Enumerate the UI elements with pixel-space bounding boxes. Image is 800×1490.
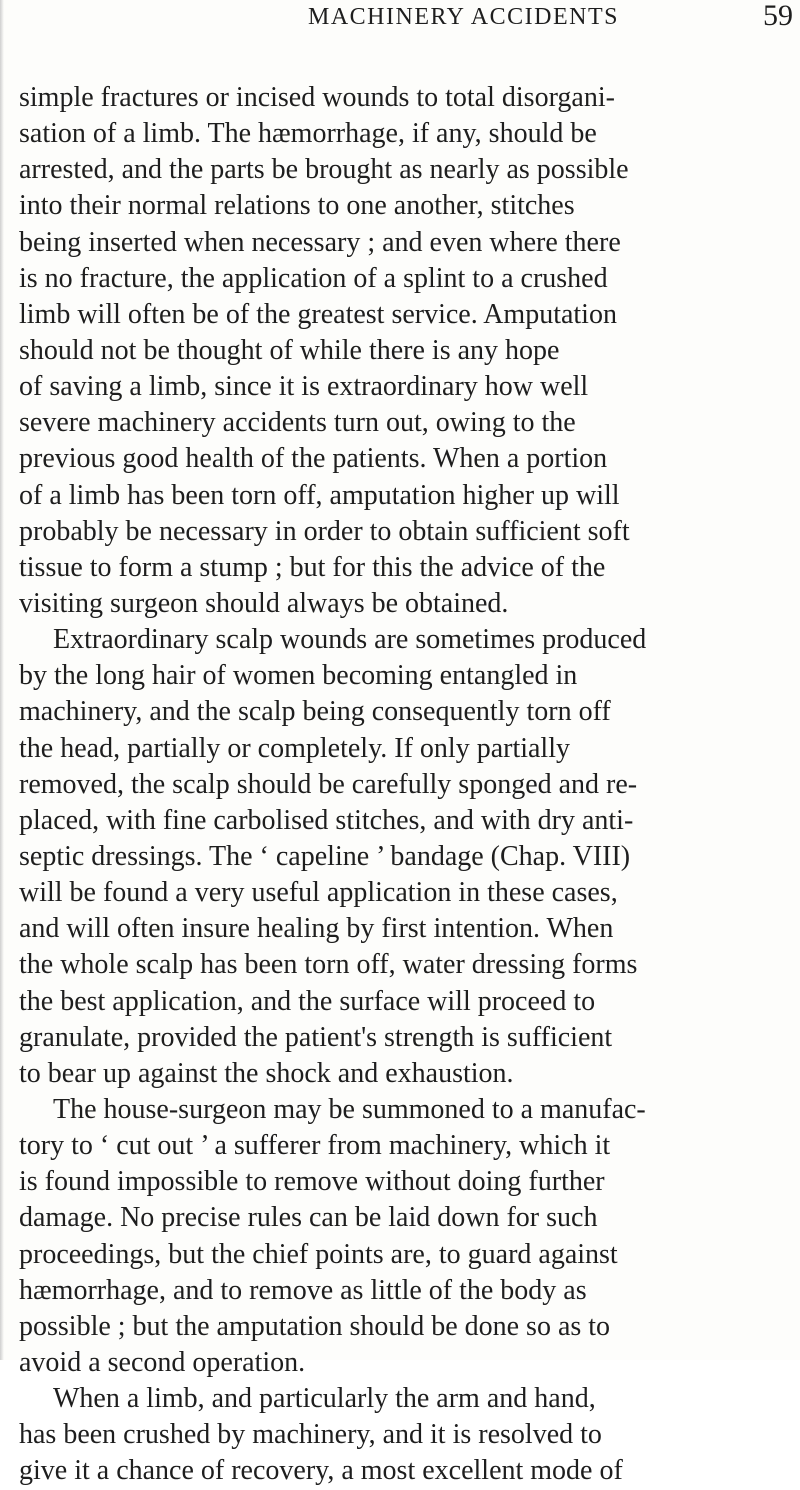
text-line: being inserted when necessary ; and even where there: [19, 226, 621, 258]
text-line: by the long hair of women becoming entangled in: [19, 660, 578, 692]
text-line: simple fractures or incised wounds to total disorgani-: [19, 82, 615, 113]
text-line: placed, with fine carbolised stitches, and with dry anti-: [19, 804, 634, 836]
page-number: 59: [763, 0, 793, 32]
text-line: the best application, and the surface will proceed to: [19, 985, 596, 1017]
text-line: the head, partially or completely. If only partially: [19, 732, 570, 764]
text-line: has been crushed by machinery, and it is resolved to: [19, 1419, 602, 1451]
text-line: into their normal relations to one another, stitches: [19, 190, 575, 222]
text-line: machinery, and the scalp being consequently torn off: [19, 696, 611, 728]
running-head: MACHINERY ACCIDENTS: [308, 4, 619, 30]
text-line: give it a chance of recovery, a most excellent mode of: [19, 1455, 623, 1487]
text-line: visiting surgeon should always be obtained.: [19, 587, 509, 619]
text-line: granulate, provided the patient's strength is sufficient: [19, 1021, 613, 1053]
text-line: possible ; but the amputation should be done so as to: [19, 1310, 611, 1342]
text-line: should not be thought of while there is any hope: [19, 334, 560, 366]
text-line: tory to ‘ cut out ’ a sufferer from machinery, which it: [19, 1130, 611, 1162]
text-line: is found impossible to remove without doing further: [19, 1166, 605, 1198]
text-line: is no fracture, the application of a splint to a crushed: [19, 262, 608, 294]
text-line: sation of a limb. The hæmorrhage, if any, should be: [19, 118, 597, 150]
text-line: the whole scalp has been torn off, water dressing forms: [19, 949, 638, 981]
text-line: tissue to form a stump ; but for this the advice of the: [19, 551, 606, 583]
body-text: [19, 80, 789, 1489]
page-gutter-shadow: [0, 0, 4, 1360]
text-line: hæmorrhage, and to remove as little of the body as: [19, 1274, 587, 1306]
text-line: to bear up against the shock and exhaustion.: [19, 1057, 514, 1089]
text-line: avoid a second operation.: [19, 1346, 306, 1378]
text-line: severe machinery accidents turn out, owing to the: [19, 407, 576, 439]
text-line: When a limb, and particularly the arm and hand,: [53, 1383, 596, 1415]
text-line: of saving a limb, since it is extraordinary how well: [19, 371, 589, 403]
text-line: The house-surgeon may be summoned to a manufac-: [53, 1093, 646, 1125]
text-line: previous good health of the patients. When a portion: [19, 443, 608, 475]
text-line: limb will often be of the greatest service. Amputation: [19, 298, 617, 330]
text-line: septic dressings. The ‘ capeline ’ bandage (Chap. VIII): [19, 840, 631, 872]
text-line: will be found a very useful application in these cases,: [19, 877, 618, 909]
text-line: damage. No precise rules can be laid down for such: [19, 1202, 598, 1234]
text-line: arrested, and the parts be brought as nearly as possible: [19, 154, 629, 186]
text-line: removed, the scalp should be carefully sponged and re-: [19, 768, 638, 800]
text-line: proceedings, but the chief points are, to guard against: [19, 1238, 618, 1270]
text-line: Extraordinary scalp wounds are sometimes produced: [53, 624, 647, 656]
text-line: of a limb has been torn off, amputation higher up will: [19, 479, 620, 511]
text-line: probably be necessary in order to obtain sufficient soft: [19, 515, 630, 547]
text-line: and will often insure healing by first intention. When: [19, 913, 614, 945]
